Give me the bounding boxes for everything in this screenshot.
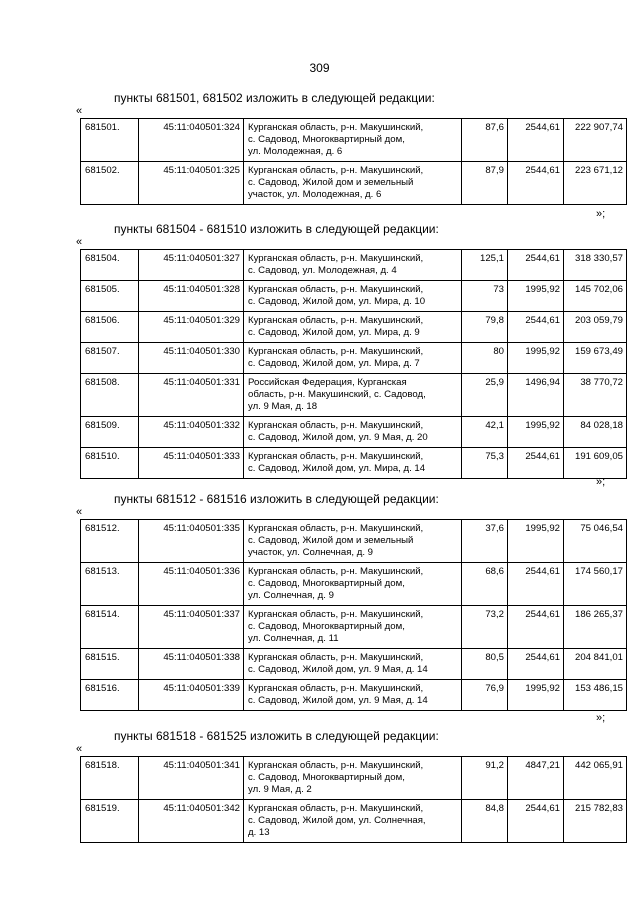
address-line: с. Садовод, Жилой дом, ул. 9 Мая, д. 14 [248,664,428,675]
item-number-cell: 681515. [81,649,139,680]
address-line: с. Садовод, Многоквартирный дом, [248,621,405,632]
address-cell [244,312,462,343]
cadastral-value-cell: 174 560,17 [564,563,627,606]
table-row [81,343,627,374]
cadastral-value-cell: 145 702,06 [564,281,627,312]
address-line: с. Садовод, Жилой дом, ул. 9 Мая, д. 14 [248,695,428,706]
address-line: Курганская область, р-н. Макушинский, [248,566,424,577]
cadastral-number-cell: 45:11:040501:336 [139,563,244,606]
address-line: с. Садовод, Жилой дом и земельный [248,535,414,546]
cadastral-value-cell: 223 671,12 [564,162,627,205]
table-row [81,250,627,281]
cadastral-value-cell: 215 782,83 [564,800,627,843]
table-row [81,417,627,448]
cadastral-number-cell: 45:11:040501:338 [139,649,244,680]
unit-price-cell: 2544,61 [508,162,564,205]
address-line: с. Садовод, Жилой дом, ул. Солнечная, [248,815,426,826]
address-line: с. Садовод, Жилой дом, ул. Мира, д. 14 [248,463,426,474]
area-cell: 76,9 [462,680,508,711]
area-cell: 84,8 [462,800,508,843]
cadastral-number-cell: 45:11:040501:329 [139,312,244,343]
area-cell: 79,8 [462,312,508,343]
cadastral-number-cell: 45:11:040501:328 [139,281,244,312]
address-line: Курганская область, р-н. Макушинский, [248,253,424,264]
cadastral-value-cell: 318 330,57 [564,250,627,281]
open-quote: « [76,506,83,518]
item-number-cell: 681504. [81,250,139,281]
area-cell: 125,1 [462,250,508,281]
area-cell: 80,5 [462,649,508,680]
address-cell [244,800,462,843]
cadastral-number-cell: 45:11:040501:330 [139,343,244,374]
item-number-cell: 681519. [81,800,139,843]
address-line: Курганская область, р-н. Макушинский, [248,122,424,133]
section-heading: пункты 681504 - 681510 изложить в следующей редакции: [114,222,439,236]
registry-table [80,118,627,205]
address-line: Курганская область, р-н. Макушинский, [248,346,424,357]
unit-price-cell: 2544,61 [508,448,564,479]
item-number-cell: 681501. [81,119,139,162]
address-cell [244,606,462,649]
registry-table [80,249,627,479]
item-number-cell: 681508. [81,374,139,417]
address-cell [244,563,462,606]
item-number-cell: 681518. [81,757,139,800]
address-line: Курганская область, р-н. Макушинский, [248,315,424,326]
address-line: с. Садовод, Многоквартирный дом, [248,134,405,145]
address-line: ул. Солнечная, д. 9 [248,590,334,601]
address-line: ул. 9 Мая, д. 18 [248,401,318,412]
unit-price-cell: 1995,92 [508,281,564,312]
table-row [81,312,627,343]
address-line: участок, ул. Солнечная, д. 9 [248,547,373,558]
item-number-cell: 681513. [81,563,139,606]
unit-price-cell: 1995,92 [508,680,564,711]
cadastral-value-cell: 38 770,72 [564,374,627,417]
page-number: 309 [309,61,330,75]
unit-price-cell: 4847,21 [508,757,564,800]
address-line: участок, ул. Молодежная, д. 6 [248,189,382,200]
address-cell [244,343,462,374]
unit-price-cell: 2544,61 [508,563,564,606]
address-line: с. Садовод, Жилой дом, ул. Мира, д. 7 [248,358,420,369]
address-cell [244,374,462,417]
table-row [81,606,627,649]
address-line: Курганская область, р-н. Макушинский, [248,165,424,176]
area-cell: 91,2 [462,757,508,800]
cadastral-value-cell: 222 907,74 [564,119,627,162]
close-quote: »; [596,712,606,724]
address-line: с. Садовод, Жилой дом, ул. Мира, д. 10 [248,296,426,307]
address-line: с. Садовод, Многоквартирный дом, [248,772,405,783]
table-row [81,162,627,205]
address-line: Курганская область, р-н. Макушинский, [248,284,424,295]
table-row [81,680,627,711]
cadastral-value-cell: 153 486,15 [564,680,627,711]
registry-table [80,519,627,711]
address-line: ул. Солнечная, д. 11 [248,633,339,644]
cadastral-value-cell: 191 609,05 [564,448,627,479]
unit-price-cell: 1995,92 [508,417,564,448]
address-cell [244,757,462,800]
address-line: с. Садовод, Жилой дом, ул. 9 Мая, д. 20 [248,432,428,443]
address-cell [244,119,462,162]
unit-price-cell: 2544,61 [508,312,564,343]
address-line: Курганская область, р-н. Макушинский, [248,523,424,534]
unit-price-cell: 2544,61 [508,606,564,649]
address-line: ул. 9 Мая, д. 2 [248,784,312,795]
open-quote: « [76,743,83,755]
unit-price-cell: 1496,94 [508,374,564,417]
address-line: Курганская область, р-н. Макушинский, [248,652,424,663]
cadastral-number-cell: 45:11:040501:337 [139,606,244,649]
area-cell: 68,6 [462,563,508,606]
address-line: ул. Молодежная, д. 6 [248,146,343,157]
address-line: д. 13 [248,827,270,838]
area-cell: 87,6 [462,119,508,162]
address-line: Курганская область, р-н. Макушинский, [248,683,424,694]
table-row [81,119,627,162]
cadastral-number-cell: 45:11:040501:331 [139,374,244,417]
table-row [81,448,627,479]
item-number-cell: 681506. [81,312,139,343]
cadastral-number-cell: 45:11:040501:335 [139,520,244,563]
item-number-cell: 681510. [81,448,139,479]
cadastral-number-cell: 45:11:040501:324 [139,119,244,162]
cadastral-value-cell: 84 028,18 [564,417,627,448]
section-heading: пункты 681518 - 681525 изложить в следующей редакции: [114,729,439,743]
area-cell: 75,3 [462,448,508,479]
cadastral-number-cell: 45:11:040501:342 [139,800,244,843]
table-row [81,563,627,606]
section-heading: пункты 681501, 681502 изложить в следующей редакции: [114,91,435,105]
cadastral-value-cell: 159 673,49 [564,343,627,374]
unit-price-cell: 1995,92 [508,520,564,563]
address-line: Курганская область, р-н. Макушинский, [248,420,424,431]
address-line: Курганская область, р-н. Макушинский, [248,451,424,462]
unit-price-cell: 2544,61 [508,250,564,281]
area-cell: 25,9 [462,374,508,417]
open-quote: « [76,236,83,248]
cadastral-number-cell: 45:11:040501:332 [139,417,244,448]
open-quote: « [76,105,83,117]
cadastral-number-cell: 45:11:040501:325 [139,162,244,205]
cadastral-value-cell: 75 046,54 [564,520,627,563]
cadastral-number-cell: 45:11:040501:327 [139,250,244,281]
table-row [81,757,627,800]
unit-price-cell: 1995,92 [508,343,564,374]
cadastral-number-cell: 45:11:040501:339 [139,680,244,711]
address-line: с. Садовод, Жилой дом, ул. Мира, д. 9 [248,327,420,338]
address-cell [244,281,462,312]
item-number-cell: 681507. [81,343,139,374]
area-cell: 80 [462,343,508,374]
cadastral-value-cell: 186 265,37 [564,606,627,649]
address-line: с. Садовод, Жилой дом и земельный [248,177,414,188]
close-quote: »; [596,476,606,488]
unit-price-cell: 2544,61 [508,649,564,680]
address-line: Курганская область, р-н. Макушинский, [248,803,424,814]
close-quote: »; [596,208,606,220]
item-number-cell: 681502. [81,162,139,205]
table-row [81,800,627,843]
area-cell: 37,6 [462,520,508,563]
address-cell [244,649,462,680]
cadastral-value-cell: 204 841,01 [564,649,627,680]
cadastral-number-cell: 45:11:040501:333 [139,448,244,479]
table-row [81,520,627,563]
address-line: с. Садовод, ул. Молодежная, д. 4 [248,265,397,276]
table-row [81,374,627,417]
registry-table [80,756,627,843]
area-cell: 73 [462,281,508,312]
table-row [81,649,627,680]
table-row [81,281,627,312]
address-line: с. Садовод, Многоквартирный дом, [248,578,405,589]
address-line: Курганская область, р-н. Макушинский, [248,609,424,620]
item-number-cell: 681509. [81,417,139,448]
address-cell [244,162,462,205]
unit-price-cell: 2544,61 [508,800,564,843]
address-line: область, р-н. Макушинский, с. Садовод, [248,389,426,400]
item-number-cell: 681516. [81,680,139,711]
address-cell [244,417,462,448]
address-cell [244,448,462,479]
item-number-cell: 681512. [81,520,139,563]
section-heading: пункты 681512 - 681516 изложить в следующей редакции: [114,492,439,506]
area-cell: 42,1 [462,417,508,448]
address-cell [244,520,462,563]
area-cell: 73,2 [462,606,508,649]
cadastral-value-cell: 203 059,79 [564,312,627,343]
area-cell: 87,9 [462,162,508,205]
address-cell [244,250,462,281]
item-number-cell: 681505. [81,281,139,312]
item-number-cell: 681514. [81,606,139,649]
cadastral-value-cell: 442 065,91 [564,757,627,800]
address-cell [244,680,462,711]
address-line: Российская Федерация, Курганская [248,377,407,388]
address-line: Курганская область, р-н. Макушинский, [248,760,424,771]
unit-price-cell: 2544,61 [508,119,564,162]
cadastral-number-cell: 45:11:040501:341 [139,757,244,800]
